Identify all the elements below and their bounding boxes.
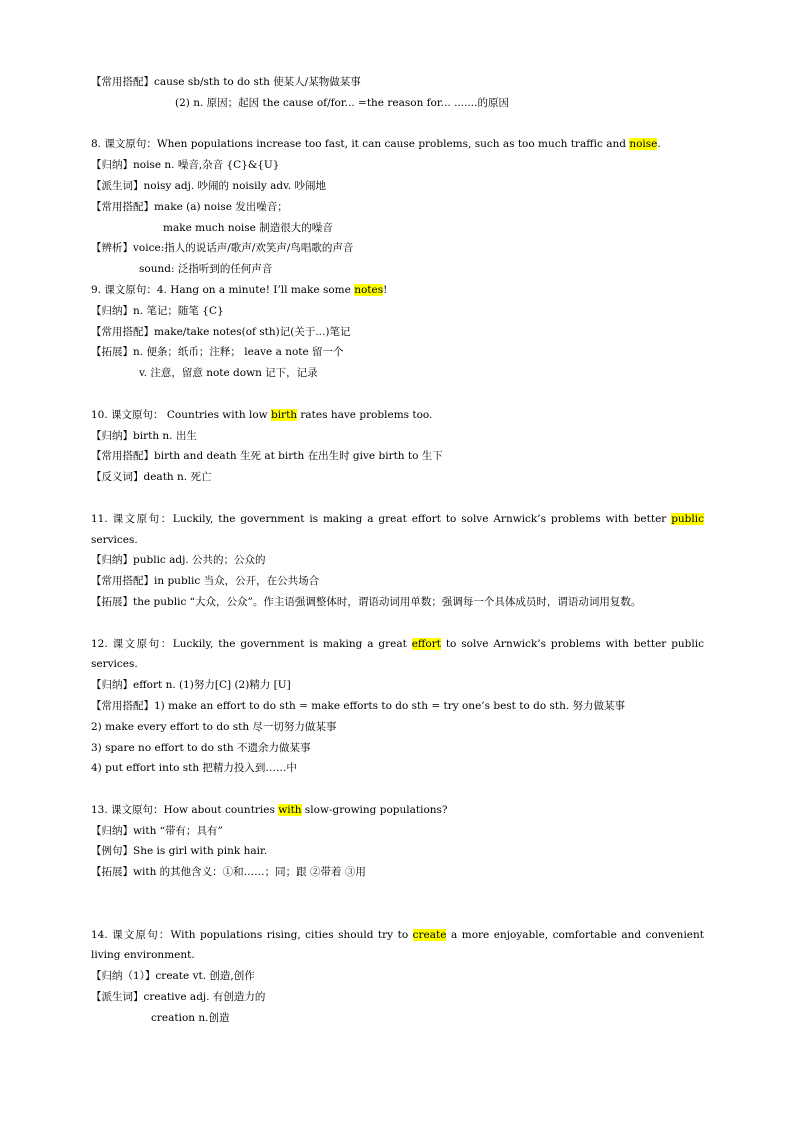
highlight-word: noise (629, 138, 658, 151)
highlight-word: notes (354, 283, 384, 296)
highlight-word: create (412, 928, 447, 941)
text-line: creation n.创造 (151, 1011, 230, 1024)
text-line: 3) spare no effort to do sth 不遗余力做某事 (91, 741, 311, 754)
text-line: 【常用搭配】make/take notes(of sth)记(关于...)笔记 (91, 325, 351, 338)
text-line: v. 注意，留意 note down 记下，记录 (139, 367, 318, 380)
document-page (91, 72, 704, 1029)
section-8-sentence: 8. 课文原句：When populations increase too fast, it can cause problems, such as too much traffic and noise. (91, 138, 661, 151)
highlight-word: with (278, 803, 302, 816)
text-line: 【归纳（1）】create vt. 创造,创作 (91, 970, 255, 983)
text-line: 【反义词】death n. 死亡 (91, 471, 212, 484)
text-line: 【拓展】the public “大众，公众”。作主语强调整体时，谓语动词用单数；强调每一个具体成员时，谓语动词用复数。 (91, 595, 642, 608)
text-line: make much noise 制造很大的噪音 (163, 221, 333, 234)
section-12-sentence: 12. 课文原句：Luckily, the government is making a great effort to solve Arnwick’s problems with better public services. (91, 637, 704, 671)
text-line: 【归纳】with “带有；具有” (91, 824, 223, 837)
text-line: 【派生词】noisy adj. 吵闹的 noisily adv. 吵闹地 (91, 179, 327, 192)
text-line: sound: 泛指听到的任何声音 (139, 263, 273, 276)
text-line: 【归纳】n. 笔记；随笔 {C} (91, 304, 224, 317)
text-line: 【常用搭配】birth and death 生死 at birth 在出生时 give birth to 生下 (91, 450, 443, 463)
highlight-word: public (671, 512, 704, 525)
section-14-sentence: 14. 课文原句：With populations rising, cities should try to create a more enjoyable, comfortable and convenient living environment. (91, 928, 704, 962)
text-line: 【归纳】public adj. 公共的；公众的 (91, 554, 266, 567)
text-line: 【归纳】effort n. (1)努力[C] (2)精力 [U] (91, 679, 291, 692)
text-line: 2) make every effort to do sth 尽一切努力做某事 (91, 720, 337, 733)
text-line: 【常用搭配】1) make an effort to do sth = make efforts to do sth = try one’s best to do sth. 努力做某事 (91, 699, 626, 712)
section-11-sentence: 11. 课文原句：Luckily, the government is making a great effort to solve Arnwick’s problems with better public services. (91, 512, 704, 546)
text-line: 【拓展】n. 便条；纸币；注释； leave a note 留一个 (91, 346, 344, 359)
section-9-sentence: 9. 课文原句：4. Hang on a minute! I’ll make some notes! (91, 283, 388, 296)
section-10-sentence: 10. 课文原句： Countries with low birth rates have problems too. (91, 408, 433, 421)
text-line: 【归纳】birth n. 出生 (91, 429, 197, 442)
text-line: 【常用搭配】in public 当众，公开，在公共场合 (91, 575, 320, 588)
text-line: (2) n. 原因；起因 the cause of/for... =the reason for... .......的原因 (175, 96, 509, 109)
section-13-sentence: 13. 课文原句：How about countries with slow-growing populations? (91, 803, 448, 816)
highlight-word: effort (411, 637, 441, 650)
text-line: 【辨析】voice:指人的说话声/歌声/欢笑声/鸟唱歌的声音 (91, 242, 354, 255)
text-line: 4) put effort into sth 把精力投入到……中 (91, 762, 297, 775)
text-line: 【常用搭配】cause sb/sth to do sth 使某人/某物做某事 (91, 76, 361, 88)
text-line: 【拓展】with 的其他含义：①和……；同；跟 ②带着 ③用 (91, 866, 366, 879)
text-line: 【归纳】noise n. 噪音,杂音 {C}&{U} (91, 159, 280, 172)
text-line: 【例句】She is girl with pink hair. (91, 845, 268, 858)
text-line: 【派生词】creative adj. 有创造力的 (91, 991, 266, 1004)
highlight-word: birth (270, 408, 298, 421)
text-line: 【常用搭配】make (a) noise 发出噪音； (91, 200, 288, 213)
